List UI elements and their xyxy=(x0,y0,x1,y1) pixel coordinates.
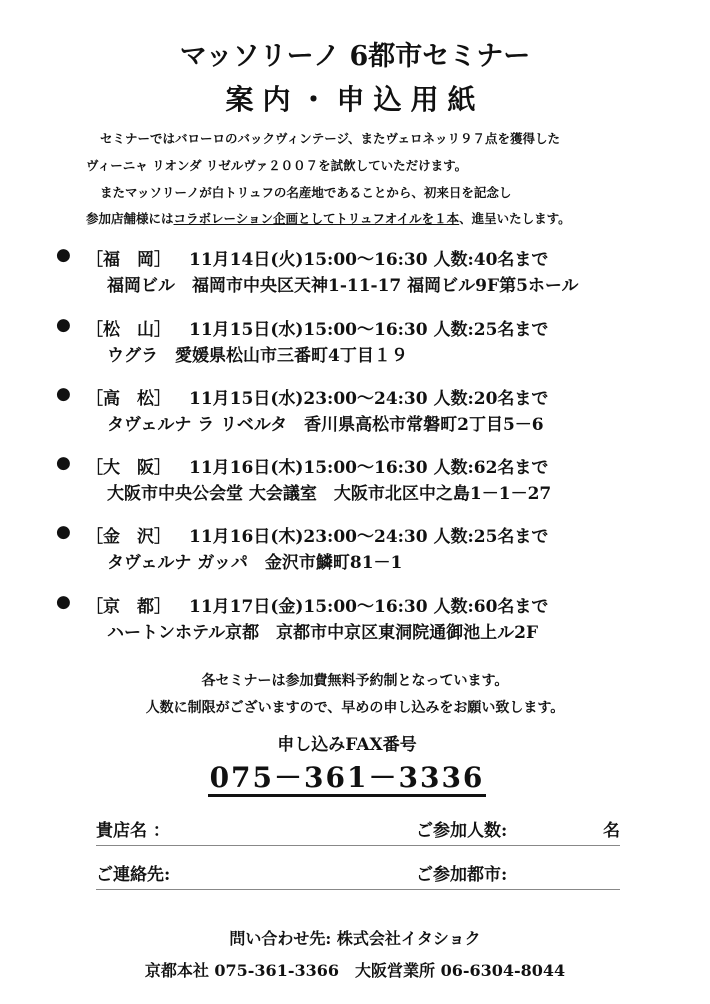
note-line: 各セミナーは参加費無料予約制となっています。 xyxy=(201,673,509,689)
seminar-datetime: 11月16日(木)15:00～16:30 人数:62名まで xyxy=(189,458,549,478)
seminar-datetime: 11月15日(水)23:00～24:30 人数:20名まで xyxy=(189,389,549,409)
seminar-header xyxy=(56,384,696,410)
seminar-datetime: 11月15日(水)15:00～16:30 人数:25名まで xyxy=(189,320,549,340)
seminar-city: ［高 松］ xyxy=(86,389,171,409)
attendees-unit: 名 xyxy=(603,821,620,841)
seminar-header xyxy=(56,592,696,618)
bullet-icon: ● xyxy=(56,315,71,335)
seminar-venue: 大阪市中央公会堂 大会議室 大阪市北区中之島1－1－27 xyxy=(107,484,552,504)
seminar-city: ［京 都］ xyxy=(86,597,171,617)
seminar-venue: ハートンホテル京都 京都市中京区東洞院通御池上ル2F xyxy=(107,623,539,643)
bullet-icon: ● xyxy=(56,245,71,265)
inquiry-company: 問い合わせ先: 株式会社イタショク xyxy=(229,929,481,948)
seminar-datetime: 11月17日(金)15:00～16:30 人数:60名まで xyxy=(189,597,549,617)
seminar-venue: 福岡ビル 福岡市中央区天神1-11-17 福岡ビル9F第5ホール xyxy=(107,276,579,296)
bullet-icon: ● xyxy=(56,453,71,473)
fax-number: 075－361－3336 xyxy=(0,756,694,796)
intro-line: ヴィーニャ リオンダ リゼルヴァ２００７を試飲していただけます。 xyxy=(86,158,468,173)
contact-field[interactable]: ご連絡先: xyxy=(96,865,171,885)
seminar-datetime: 11月16日(木)23:00～24:30 人数:25名まで xyxy=(189,527,549,547)
city-field[interactable]: ご参加都市: xyxy=(416,865,508,885)
page-subtitle: 案内・申込用紙 xyxy=(225,83,485,116)
seminar-venue: ウグラ 愛媛県松山市三番町4丁目１９ xyxy=(107,346,408,366)
seminar-item xyxy=(56,453,696,503)
trufle-oil-offer: コラボレーション企画としてトリュフオイルを１本 xyxy=(173,211,460,226)
bullet-icon: ● xyxy=(56,384,71,404)
fax-label: 申し込みFAX番号 xyxy=(277,735,417,755)
attendees-field[interactable]: ご参加人数: xyxy=(416,821,508,841)
bullet-icon: ● xyxy=(56,592,71,612)
form-row-shop xyxy=(96,815,620,846)
form-row-contact xyxy=(96,859,620,890)
seminar-city: ［金 沢］ xyxy=(86,527,171,547)
intro-line: またマッソリーノが白トリュフの名産地であることから、初来日を記念し xyxy=(100,185,512,200)
notes xyxy=(0,668,710,722)
seminar-city: ［福 岡］ xyxy=(86,250,171,270)
seminar-venue: タヴェルナ ガッパ 金沢市鱗町81－1 xyxy=(107,553,403,573)
intro-line: セミナーではバローロのバックヴィンテージ、またヴェロネッリ９７点を獲得した xyxy=(100,131,561,146)
seminar-datetime: 11月14日(火)15:00～16:30 人数:40名まで xyxy=(189,250,549,270)
seminar-item xyxy=(56,384,696,434)
seminar-venue: タヴェルナ ラ リベルタ 香川県高松市常磐町2丁目5－6 xyxy=(107,415,544,435)
seminar-header xyxy=(56,315,696,341)
seminar-city: ［松 山］ xyxy=(86,320,171,340)
intro-line: 参加店舗様にはコラボレーション企画としてトリュフオイルを１本、進呈いたします。 xyxy=(86,211,571,226)
seminar-item xyxy=(56,522,696,572)
bullet-icon: ● xyxy=(56,522,71,542)
seminar-item xyxy=(56,592,696,642)
inquiry-phones: 京都本社 075-361-3366 大阪営業所 06-6304-8044 xyxy=(144,961,566,980)
page-title: マッソリーノ 6都市セミナー xyxy=(179,41,531,72)
seminar-city: ［大 阪］ xyxy=(86,458,171,478)
note-line: 人数に制限がございますので、早めの申し込みをお願い致します。 xyxy=(145,700,565,716)
seminar-header xyxy=(56,453,696,479)
seminar-header xyxy=(56,522,696,548)
seminar-item xyxy=(56,315,696,365)
seminar-header xyxy=(56,245,696,271)
shop-name-field[interactable]: 貴店名 ： xyxy=(96,821,170,841)
seminar-item xyxy=(56,245,696,295)
